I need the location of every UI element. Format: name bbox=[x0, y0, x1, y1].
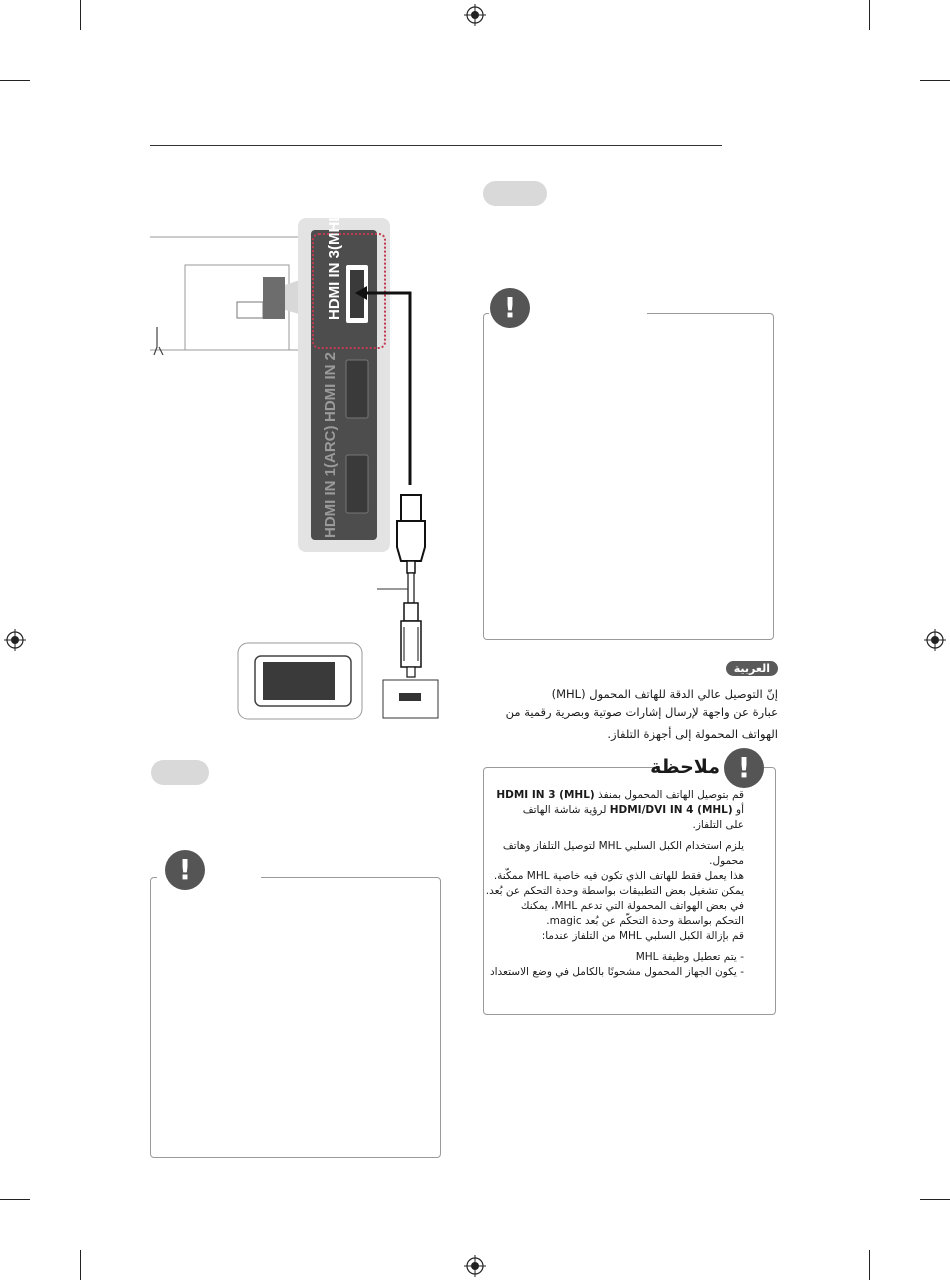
note-box-right-top bbox=[483, 313, 774, 640]
note-title: ملاحظة bbox=[650, 756, 720, 778]
intro-line: الهواتف المحمولة إلى أجهزة التلفاز. bbox=[607, 727, 778, 741]
exclamation-icon: ! bbox=[165, 850, 205, 890]
micro-usb-connector bbox=[401, 603, 421, 677]
note-item: أو HDMI/DVI IN 4 (MHL) لرؤية شاشة الهاتف bbox=[522, 804, 744, 816]
note-item: التحكم بواسطة وحدة التحكّم عن بُعد magic. bbox=[546, 915, 744, 927]
note-item: في بعض الهواتف المحمولة التي تدعم MHL، يمكنك bbox=[520, 900, 744, 912]
section-pill-right bbox=[483, 181, 547, 206]
exclamation-icon: ! bbox=[724, 748, 764, 788]
note-item: محمول. bbox=[709, 855, 744, 867]
note-bullet: - يتم تعطيل وظيفة MHL bbox=[635, 951, 744, 963]
note-item: هذا يعمل فقط للهاتف الذي تكون فيه خاصية MHL ممكّنة. bbox=[493, 870, 744, 882]
crop-mark bbox=[0, 80, 30, 81]
note-item: قم بإزالة الكبل السلبي MHL من التلفاز عندما: bbox=[541, 930, 744, 942]
crop-mark bbox=[869, 0, 870, 30]
registration-mark-left bbox=[4, 629, 26, 651]
registration-mark-top bbox=[464, 4, 486, 26]
registration-mark-right bbox=[924, 629, 946, 651]
mhl-intro bbox=[478, 687, 778, 741]
note-bullet: - يكون الجهاز المحمول مشحونًا بالكامل في وضع الاستعداد bbox=[489, 966, 744, 978]
intro-line: إنّ التوصيل عالي الدقة للهاتف المحمول (MHL) bbox=[551, 687, 778, 701]
crop-mark bbox=[0, 1199, 30, 1200]
arabic-note-list bbox=[479, 788, 744, 980]
note-item: يمكن تشغيل بعض التطبيقات بواسطة وحدة التحكم عن بُعد. bbox=[485, 885, 744, 897]
registration-mark-bottom bbox=[464, 1255, 486, 1277]
note-item: قم بتوصيل الهاتف المحمول بمنفذ HDMI IN 3 (MHL) bbox=[496, 789, 744, 801]
header-rule bbox=[150, 145, 722, 146]
exclamation-icon: ! bbox=[490, 288, 530, 328]
crop-mark bbox=[920, 80, 950, 81]
crop-mark bbox=[920, 1199, 950, 1200]
crop-mark bbox=[869, 1250, 870, 1280]
section-pill-left bbox=[151, 760, 209, 785]
note-item: يلزم استخدام الكبل السلبي MHL لتوصيل التلفاز وهاتف bbox=[502, 840, 744, 852]
intro-line: عبارة عن واجهة لإرسال إشارات صوتية وبصرية رقمية من bbox=[505, 705, 778, 719]
language-tag: العربية bbox=[726, 661, 778, 676]
crop-mark bbox=[80, 1250, 81, 1280]
crop-mark bbox=[80, 0, 81, 30]
note-item: على التلفاز. bbox=[692, 819, 744, 831]
tv-back-illustration bbox=[150, 237, 303, 355]
mhl-connection-diagram bbox=[145, 215, 445, 725]
hdmi-port-panel bbox=[298, 218, 390, 552]
note-box-left bbox=[150, 877, 441, 1158]
